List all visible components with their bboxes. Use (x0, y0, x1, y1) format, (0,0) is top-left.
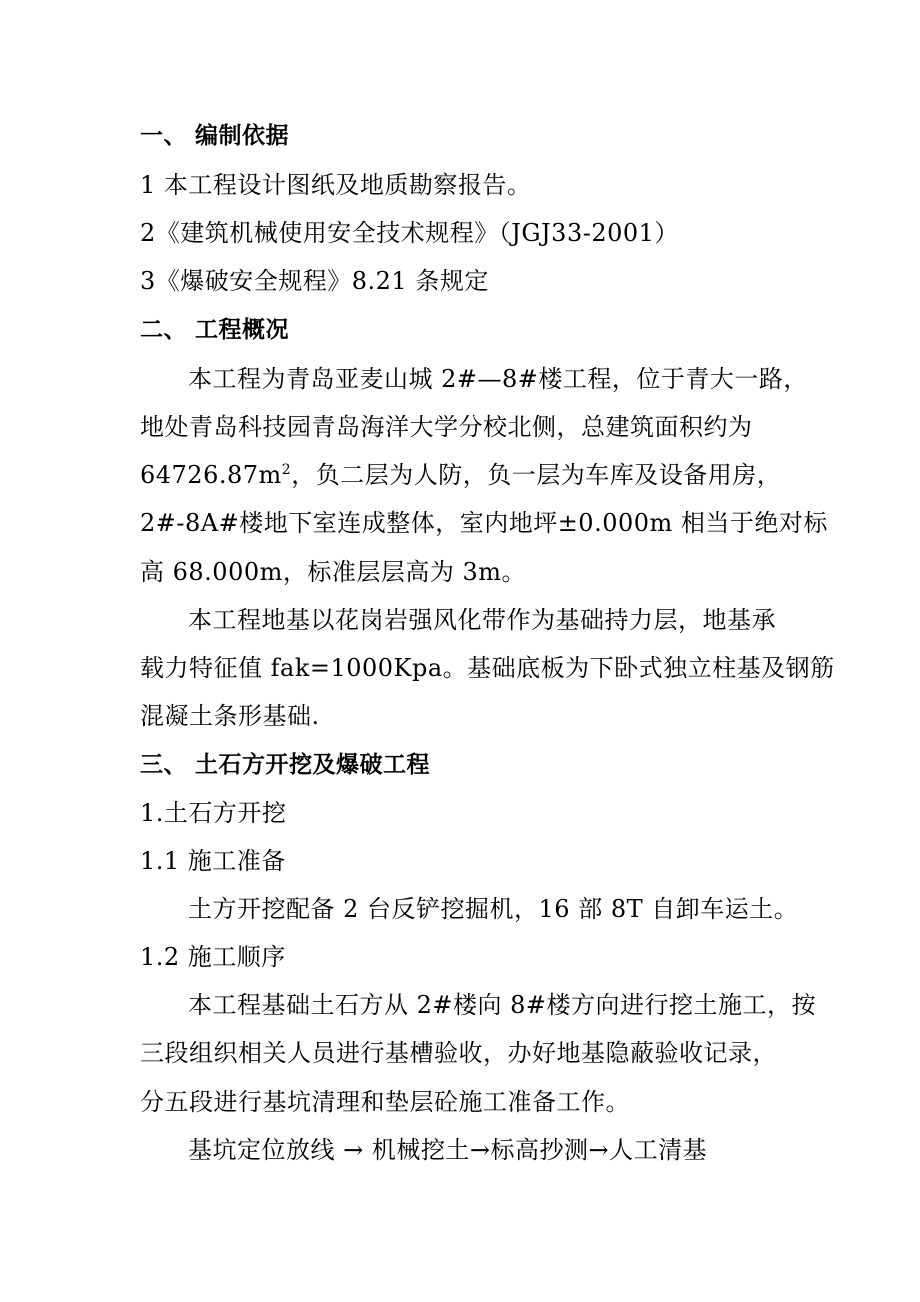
basis-item-1: 1 本工程设计图纸及地质勘察报告。 (140, 171, 532, 199)
area-value: 64726.87m (140, 461, 282, 489)
subsection-1-1: 1.1 施工准备 (140, 847, 286, 875)
section-2-heading (140, 315, 289, 345)
basis-item-2: 2《建筑机械使用安全技术规程》（JGJ33-2001） (140, 219, 679, 247)
overview-line-3-rest: ，负二层为人防，负一层为车库及设备用房， (291, 461, 782, 489)
section-3-number: 三、 (140, 752, 187, 778)
overview-paragraph-2-line-1: 本工程地基以花岗岩强风化带作为基础持力层，地基承 (188, 606, 776, 634)
basis-item-3: 3《爆破安全规程》8.21 条规定 (140, 267, 489, 295)
section-2-number: 二、 (140, 317, 187, 343)
overview-paragraph-1-line-3 (140, 460, 781, 490)
subsection-1: 1.土石方开挖 (140, 799, 287, 827)
overview-paragraph-2-line-3: 混凝土条形基础. (140, 702, 320, 730)
process-flow-line: 基坑定位放线 → 机械挖土→标高抄测→人工清基 (188, 1136, 708, 1164)
section-1-title: 编制依据 (195, 123, 289, 149)
overview-paragraph-2-line-2: 载力特征值 fak=1000Kpa。基础底板为下卧式独立柱基及钢筋 (140, 654, 835, 682)
overview-paragraph-1-line-5: 高 68.000m，标准层层高为 3m。 (140, 558, 527, 586)
section-1-number: 一、 (140, 123, 187, 149)
area-unit-superscript: 2 (281, 462, 292, 478)
section-1-heading (140, 121, 289, 151)
section-3-title: 土石方开挖及爆破工程 (195, 752, 430, 778)
subsection-1-1-text: 土方开挖配备 2 台反铲挖掘机，16 部 8T 自卸车运土。 (188, 895, 799, 923)
overview-paragraph-1-line-2: 地处青岛科技园青岛海洋大学分校北侧，总建筑面积约为 (140, 413, 753, 441)
section-2-title: 工程概况 (195, 317, 289, 343)
sequence-paragraph-line-1: 本工程基础土石方从 2#楼向 8#楼方向进行挖土施工，按 (188, 991, 817, 1019)
sequence-paragraph-line-2: 三段组织相关人员进行基槽验收，办好地基隐蔽验收记录， (140, 1039, 777, 1067)
sequence-paragraph-line-3: 分五段进行基坑清理和垫层砼施工准备工作。 (140, 1088, 630, 1116)
overview-paragraph-1-line-1: 本工程为青岛亚麦山城 2#—8#楼工程，位于青大一路， (188, 365, 808, 393)
subsection-1-2: 1.2 施工顺序 (140, 943, 286, 971)
overview-paragraph-1-line-4: 2#-8A#楼地下室连成整体，室内地坪±0.000m 相当于绝对标 (140, 509, 828, 537)
section-3-heading (140, 750, 430, 780)
